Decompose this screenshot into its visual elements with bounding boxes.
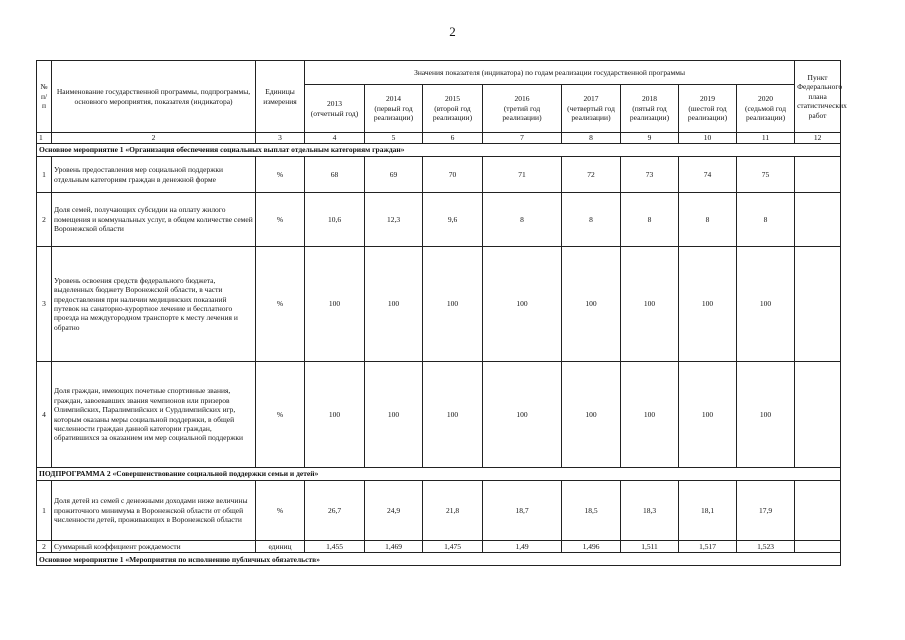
stat-point-cell [795,193,841,247]
indicators-table [36,60,847,566]
year-note: (четвертый год реализации) [567,103,615,123]
section-row [37,553,841,566]
value-cell: 100 [305,247,365,362]
column-number: 8 [562,133,621,144]
value-cell: 100 [423,362,483,468]
indicator-name: Доля семей, получающих субсидии на оплату жилого помещения и коммунальных услуг, в общем количестве семей Воронежской области [52,193,256,247]
year-label: 2017 [583,94,599,104]
row-number: 2 [37,541,52,553]
unit-cell: % [256,247,305,362]
value-cell: 1,455 [305,541,365,553]
indicator-name: Доля граждан, имеющих почетные спортивные звания, граждан, завоевавших звания чемпионов или призеров Олимпийских, Паралимпийских и Сурдлимпийских игр, которым оказаны меры социальной поддержки, в общей численности граждан данной категории граждан, обратившихся за оказанием им мер социальной поддержки [52,362,256,468]
year-label: 2016 [514,94,530,104]
value-cell: 8 [679,193,737,247]
value-cell: 75 [737,157,795,193]
header-values: Значения показателя (индикатора) по годам реализации государственной программы [305,61,795,85]
value-cell: 68 [305,157,365,193]
stat-point-cell [795,481,841,541]
value-cell: 100 [562,247,621,362]
header-year-2016 [483,85,562,133]
header-name: Наименование государственной программы, подпрограммы, основного мероприятия, показателя (индикатора) [52,61,256,133]
column-number: 3 [256,133,305,144]
table-row [37,541,841,553]
value-cell: 1,517 [679,541,737,553]
stat-point-cell [795,541,841,553]
value-cell: 8 [737,193,795,247]
value-cell: 18,5 [562,481,621,541]
stat-point-cell [795,362,841,468]
year-label: 2020 [758,94,774,104]
value-cell: 24,9 [365,481,423,541]
value-cell: 1,523 [737,541,795,553]
unit-cell: % [256,362,305,468]
value-cell: 1,469 [365,541,423,553]
header-year-2017 [562,85,621,133]
value-cell: 18,7 [483,481,562,541]
year-note: (отчетный год) [310,108,359,118]
table-row [37,157,841,193]
unit-cell: % [256,193,305,247]
year-label: 2014 [386,94,401,104]
header-stat-point: Пункт Федерального плана статистических работ [795,61,841,133]
table-row [37,362,841,468]
year-label: 2019 [700,94,715,104]
unit-cell: единиц [256,541,305,553]
value-cell: 1,475 [423,541,483,553]
value-cell: 100 [365,247,423,362]
value-cell: 12,3 [365,193,423,247]
value-cell: 8 [483,193,562,247]
value-cell: 100 [483,247,562,362]
value-cell: 100 [621,247,679,362]
row-number: 3 [37,247,52,362]
row-number: 1 [37,481,52,541]
section-title: Основное мероприятие 1 «Организация обеспечения социальных выплат отдельным категориям граждан» [37,144,841,157]
header-year-2018 [621,85,679,133]
unit-cell: % [256,481,305,541]
stat-point-cell [795,247,841,362]
section-title: ПОДПРОГРАММА 2 «Совершенствование социальной поддержки семьи и детей» [37,468,841,481]
value-cell: 100 [621,362,679,468]
section-row [37,144,841,157]
value-cell: 73 [621,157,679,193]
value-cell: 9,6 [423,193,483,247]
column-number: 1 [37,133,52,144]
year-label: 2015 [445,94,460,104]
indicator-name: Уровень предоставления мер социальной поддержки отдельным категориям граждан в денежной форме [52,157,256,193]
value-cell: 100 [679,247,737,362]
year-label: 2018 [642,94,657,104]
value-cell: 100 [737,362,795,468]
value-cell: 17,9 [737,481,795,541]
header-year-2020 [737,85,795,133]
value-cell: 1,496 [562,541,621,553]
value-cell: 71 [483,157,562,193]
unit-cell: % [256,157,305,193]
value-cell: 69 [365,157,423,193]
table-row [37,193,841,247]
section-title: Основное мероприятие 1 «Мероприятия по исполнению публичных обязательств» [37,553,841,566]
year-note: (первый год реализации) [373,103,414,123]
value-cell: 100 [305,362,365,468]
value-cell: 100 [737,247,795,362]
year-note: (седьмой год реализации) [745,103,787,123]
value-cell: 70 [423,157,483,193]
value-cell: 18,3 [621,481,679,541]
header-year-2015 [423,85,483,133]
header-year-2019 [679,85,737,133]
value-cell: 74 [679,157,737,193]
column-number: 2 [52,133,256,144]
table-row [37,481,841,541]
value-cell: 100 [562,362,621,468]
header-unit: Единицы измерения [256,61,305,133]
value-cell: 8 [562,193,621,247]
value-cell: 72 [562,157,621,193]
value-cell: 1,511 [621,541,679,553]
year-note: (шестой год реализации) [687,103,728,123]
value-cell: 8 [621,193,679,247]
value-cell: 26,7 [305,481,365,541]
indicator-name: Доля детей из семей с денежными доходами ниже величины прожиточного минимума в Воронежской области от общей численности детей, проживающих в Воронежской области [52,481,256,541]
stat-point-cell [795,157,841,193]
indicator-name: Суммарный коэффициент рождаемости [52,541,256,553]
value-cell: 100 [679,362,737,468]
row-number: 4 [37,362,52,468]
value-cell: 100 [423,247,483,362]
column-number: 10 [679,133,737,144]
column-number: 6 [423,133,483,144]
value-cell: 10,6 [305,193,365,247]
year-note: (второй год реализации) [432,103,473,123]
value-cell: 1,49 [483,541,562,553]
indicator-name: Уровень освоения средств федерального бюджета, выделенных бюджету Воронежской области, в части предоставления при наличии медицинских показаний путевок на санаторно-курортное лечение и бесплатного проезда на междугородном транспорте к месту лечения и обратно [52,247,256,362]
column-number: 9 [621,133,679,144]
row-number: 2 [37,193,52,247]
value-cell: 18,1 [679,481,737,541]
column-number: 5 [365,133,423,144]
year-label: 2013 [327,99,342,109]
value-cell: 100 [483,362,562,468]
column-number: 4 [305,133,365,144]
row-number: 1 [37,157,52,193]
year-note: (пятый год реализации) [629,103,670,123]
value-cell: 21,8 [423,481,483,541]
value-cell: 100 [365,362,423,468]
section-row [37,468,841,481]
header-year-2013 [305,85,365,133]
year-note: (третий год реализации) [502,103,542,123]
column-number: 12 [795,133,841,144]
header-no: № п/п [37,61,52,133]
column-number: 11 [737,133,795,144]
column-number: 7 [483,133,562,144]
table-row [37,247,841,362]
header-year-2014 [365,85,423,133]
page-number: 2 [449,24,456,39]
